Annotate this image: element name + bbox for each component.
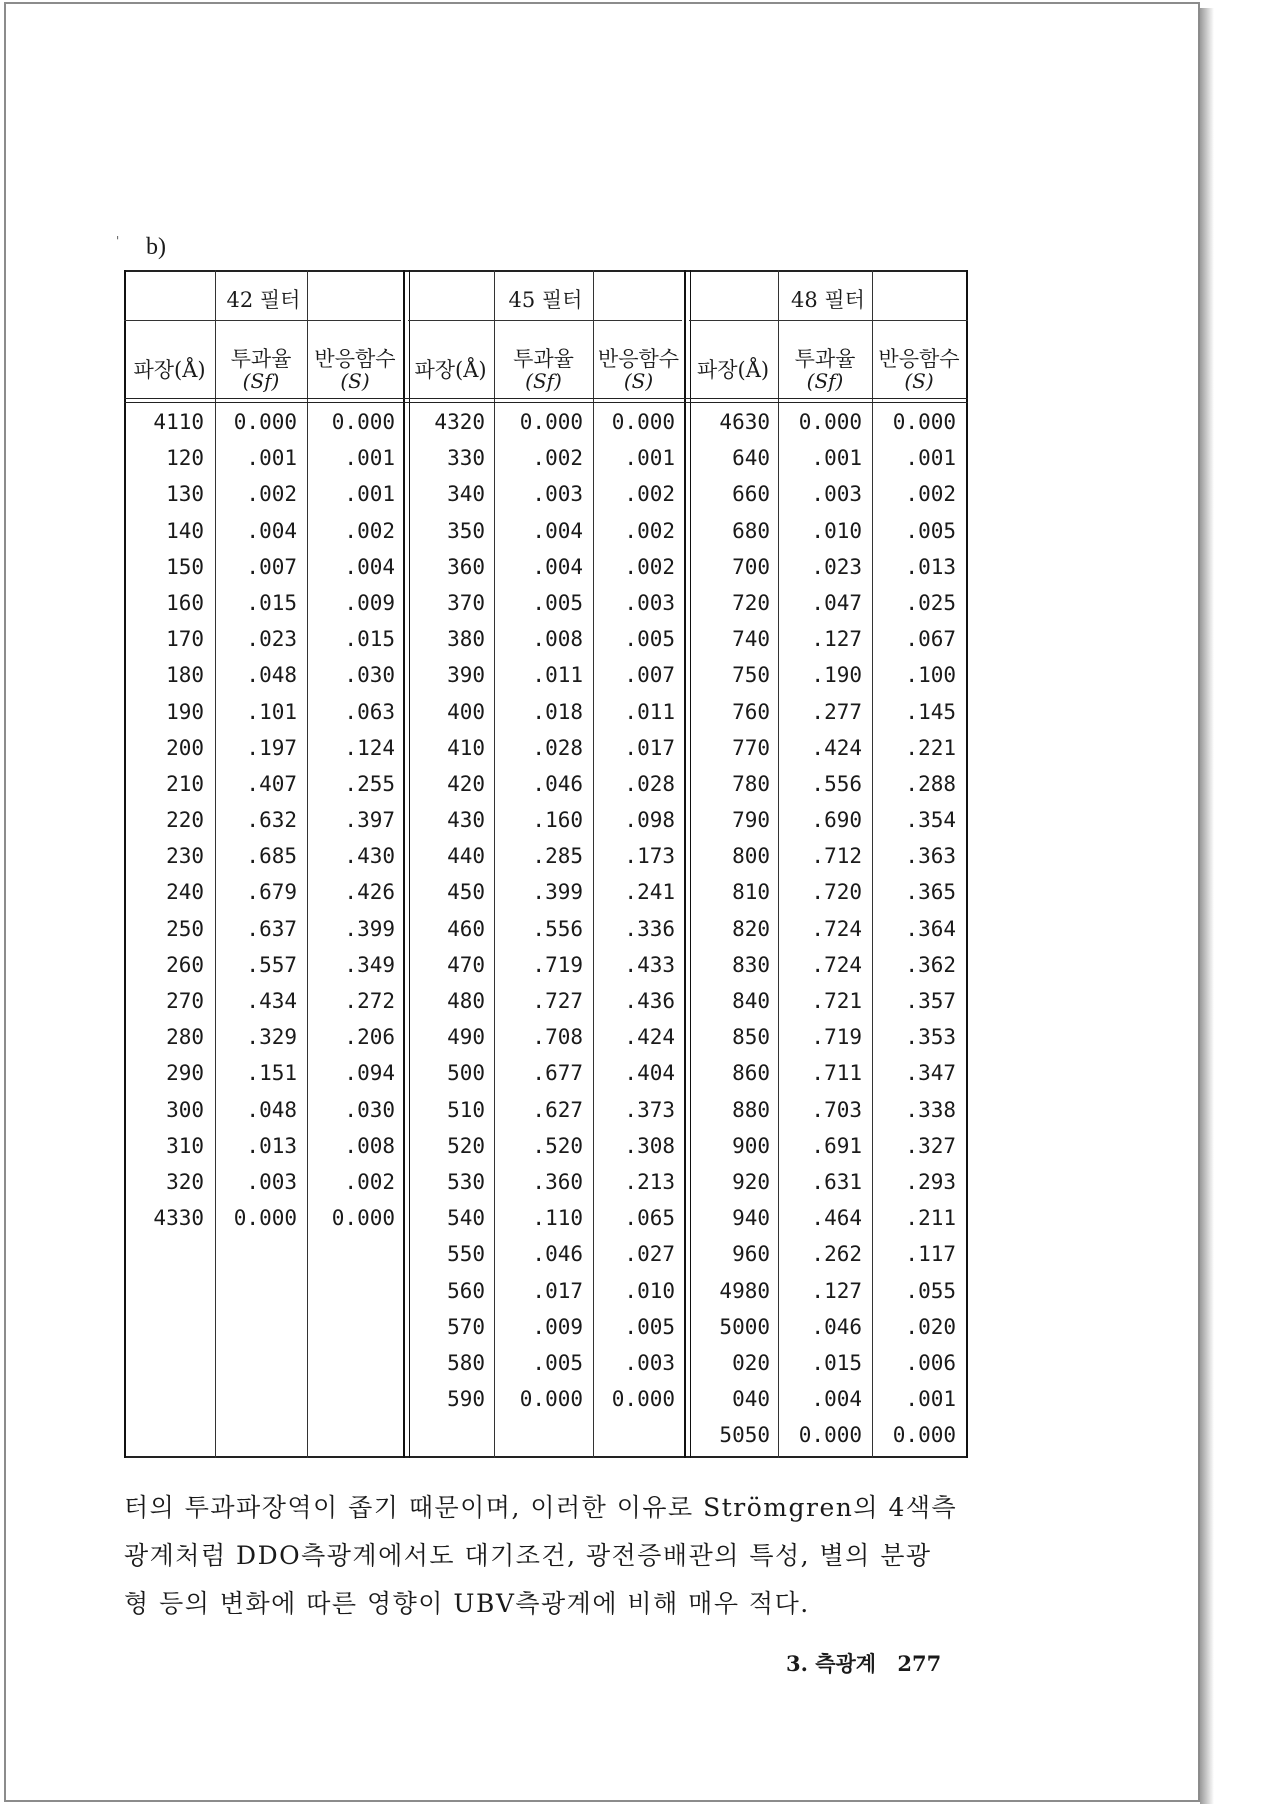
table-cell: .365 <box>905 880 956 905</box>
table-cell: .399 <box>532 880 583 905</box>
table-cell: .329 <box>246 1025 297 1050</box>
table-cell: 170 <box>166 627 204 652</box>
table-cell: .631 <box>811 1169 862 1194</box>
table-cell: .030 <box>344 663 395 688</box>
table-cell: .046 <box>532 1242 583 1267</box>
filter-table <box>124 270 968 1460</box>
table-cell: .004 <box>811 1387 862 1412</box>
table-cell: 820 <box>732 916 770 941</box>
table-cell: 900 <box>732 1133 770 1158</box>
table-cell: 040 <box>732 1387 770 1412</box>
table-cell: .015 <box>344 627 395 652</box>
table-cell: .008 <box>532 627 583 652</box>
body-line: 형 등의 변화에 따른 영향이 UBV측광계에 비해 매우 적다. <box>124 1589 810 1618</box>
table-cell: .028 <box>532 735 583 760</box>
table-cell: 140 <box>166 518 204 543</box>
header-wavelength: 파장(Å) <box>696 358 770 382</box>
table-cell: 860 <box>732 1061 770 1086</box>
table-cell: 830 <box>732 952 770 977</box>
table-cell: 0.000 <box>611 1387 675 1412</box>
table-cell: .719 <box>811 1025 862 1050</box>
table-cell: 810 <box>732 880 770 905</box>
header-response-label: 반응함수 <box>597 347 680 371</box>
table-cell: 560 <box>447 1278 485 1303</box>
table-cell: .373 <box>624 1097 675 1122</box>
table-cell: .055 <box>905 1278 956 1303</box>
table-cell: 660 <box>732 482 770 507</box>
table-cell: 450 <box>447 880 485 905</box>
table-cell: 550 <box>447 1242 485 1267</box>
table-cell: .327 <box>905 1133 956 1158</box>
table-cell: .048 <box>246 1097 297 1122</box>
table-caption: b) <box>146 234 166 260</box>
table-cell: .690 <box>811 808 862 833</box>
table-cell: .048 <box>246 663 297 688</box>
table-cell: 0.000 <box>233 1206 297 1231</box>
table-cell: .145 <box>905 699 956 724</box>
table-cell: .360 <box>532 1169 583 1194</box>
table-cell: .708 <box>532 1025 583 1050</box>
table-cell: 530 <box>447 1169 485 1194</box>
table-cell: 320 <box>166 1169 204 1194</box>
table-cell: .349 <box>344 952 395 977</box>
header-transmission <box>494 330 593 410</box>
table-cell: .004 <box>532 518 583 543</box>
table-cell: 330 <box>447 446 485 471</box>
table-cell: .067 <box>905 627 956 652</box>
table-cell: .272 <box>344 989 395 1013</box>
table-cell: 130 <box>166 482 204 507</box>
table-cell: 020 <box>732 1350 770 1375</box>
table-cell: .124 <box>344 735 395 760</box>
table-cell: 540 <box>447 1206 485 1231</box>
table-cell: .724 <box>811 952 862 977</box>
table-cell: 700 <box>732 554 770 579</box>
table-cell: 0.000 <box>892 1423 956 1448</box>
table-cell: .002 <box>624 554 675 579</box>
table-cell: .556 <box>811 771 862 796</box>
table-cell: .005 <box>624 1314 675 1339</box>
table-cell: .002 <box>624 482 675 507</box>
table-cell: 680 <box>732 518 770 543</box>
table-cell: 4980 <box>719 1278 770 1303</box>
table-cell: .007 <box>624 663 675 688</box>
table-cell: .727 <box>532 989 583 1013</box>
table-cell: .001 <box>344 446 395 471</box>
table-cell: .632 <box>246 808 297 833</box>
table-cell: .354 <box>905 808 956 833</box>
table-cell: .005 <box>624 627 675 652</box>
table-cell: .160 <box>532 808 583 833</box>
table-cell: 520 <box>447 1133 485 1158</box>
table-cell: .003 <box>811 482 862 507</box>
table-cell: 410 <box>447 735 485 760</box>
table-cell: .017 <box>624 735 675 760</box>
table-cell: .721 <box>811 989 862 1013</box>
table-cell: 850 <box>732 1025 770 1050</box>
table-cell: 590 <box>447 1387 485 1412</box>
col-48-response <box>872 404 956 1453</box>
table-cell: .347 <box>905 1061 956 1086</box>
tick-mark: ' <box>116 234 120 248</box>
table-cell: .720 <box>811 880 862 905</box>
table-cell: 220 <box>166 808 204 833</box>
table-cell: .004 <box>532 554 583 579</box>
table-cell: .018 <box>532 699 583 724</box>
table-cell: .005 <box>532 590 583 615</box>
table-cell: 500 <box>447 1061 485 1086</box>
table-cell: .005 <box>905 518 956 543</box>
table-cell: .364 <box>905 916 956 941</box>
table-cell: 120 <box>166 446 204 471</box>
table-cell: 570 <box>447 1314 485 1339</box>
table-cell: .028 <box>624 771 675 796</box>
table-cell: .004 <box>344 554 395 579</box>
header-transmission-symbol: (Sf) <box>806 369 844 393</box>
header-transmission <box>778 330 872 410</box>
table-cell: 0.000 <box>331 410 395 434</box>
col-45-transmission <box>494 404 583 1417</box>
table-cell: .277 <box>811 699 862 724</box>
table-cell: .023 <box>246 627 297 652</box>
group-title-42: 42 필터 <box>226 288 301 312</box>
table-cell: .353 <box>905 1025 956 1050</box>
table-cell: 350 <box>447 518 485 543</box>
table-cell: .151 <box>246 1061 297 1086</box>
table-cell: .002 <box>624 518 675 543</box>
table-cell: .002 <box>344 518 395 543</box>
table-cell: 4630 <box>719 410 770 434</box>
table-cell: 0.000 <box>611 410 675 434</box>
table-cell: .407 <box>246 771 297 796</box>
table-cell: .703 <box>811 1097 862 1122</box>
table-cell: 430 <box>447 808 485 833</box>
table-cell: 490 <box>447 1025 485 1050</box>
col-45-wavelength <box>407 404 485 1417</box>
col-42-transmission <box>215 404 297 1236</box>
col-48-wavelength <box>688 404 770 1453</box>
header-transmission-label: 투과율 <box>513 347 574 371</box>
header-response <box>593 330 684 410</box>
table-cell: 310 <box>166 1133 204 1158</box>
table-cell: .009 <box>532 1314 583 1339</box>
table-cell: .338 <box>905 1097 956 1122</box>
table-cell: 880 <box>732 1097 770 1122</box>
table-cell: 790 <box>732 808 770 833</box>
table-cell: 190 <box>166 699 204 724</box>
body-line: 터의 투과파장역이 좁기 때문이며, 이러한 이유로 Strömgren의 4색측 <box>124 1493 958 1522</box>
table-cell: .011 <box>532 663 583 688</box>
table-cell: .100 <box>905 663 956 688</box>
table-cell: .013 <box>246 1133 297 1158</box>
col-48-transmission <box>778 404 862 1453</box>
table-cell: .336 <box>624 916 675 941</box>
table-cell: 160 <box>166 590 204 615</box>
table-cell: 780 <box>732 771 770 796</box>
header-response <box>307 330 403 410</box>
header-transmission-symbol: (Sf) <box>525 369 562 393</box>
table-cell: 420 <box>447 771 485 796</box>
table-cell: 750 <box>732 663 770 688</box>
table-cell: 0.000 <box>233 410 297 434</box>
table-cell: 5000 <box>719 1314 770 1339</box>
table-cell: .557 <box>246 952 297 977</box>
table-cell: .362 <box>905 952 956 977</box>
table-cell: .002 <box>246 482 297 507</box>
table-cell: .101 <box>246 699 297 724</box>
table-cell: .025 <box>905 590 956 615</box>
table-cell: 5050 <box>719 1423 770 1448</box>
table-cell: .023 <box>811 554 862 579</box>
table-cell: 510 <box>447 1097 485 1122</box>
table-cell: .719 <box>532 952 583 977</box>
table-cell: 0.000 <box>519 410 583 434</box>
table-cell: .010 <box>624 1278 675 1303</box>
table-cell: 340 <box>447 482 485 507</box>
table-cell: .065 <box>624 1206 675 1231</box>
table-cell: .711 <box>811 1061 862 1086</box>
table-cell: 150 <box>166 554 204 579</box>
table-top-rule <box>124 270 968 272</box>
table-cell: 0.000 <box>798 1423 862 1448</box>
table-cell: 4320 <box>434 410 485 434</box>
table-cell: .285 <box>532 844 583 869</box>
header-response-label: 반응함수 <box>314 347 396 371</box>
table-cell: .063 <box>344 699 395 724</box>
header-response-label: 반응함수 <box>878 347 960 371</box>
table-cell: .006 <box>905 1350 956 1375</box>
table-cell: .433 <box>624 952 675 977</box>
page-number: 277 <box>897 1651 942 1676</box>
table-cell: 300 <box>166 1097 204 1122</box>
table-cell: .190 <box>811 663 862 688</box>
header-transmission-symbol: (Sf) <box>242 369 280 393</box>
header-response-symbol: (S) <box>904 369 934 393</box>
table-cell: .288 <box>905 771 956 796</box>
table-cell: .691 <box>811 1133 862 1158</box>
table-cell: 580 <box>447 1350 485 1375</box>
table-cell: 440 <box>447 844 485 869</box>
table-cell: 0.000 <box>798 410 862 434</box>
table-cell: .110 <box>532 1206 583 1231</box>
table-cell: .363 <box>905 844 956 869</box>
table-cell: .127 <box>811 1278 862 1303</box>
header-wavelength: 파장(Å) <box>414 358 487 382</box>
header-transmission <box>215 330 307 410</box>
table-cell: 240 <box>166 880 204 905</box>
header-response <box>872 330 966 410</box>
table-cell: 800 <box>732 844 770 869</box>
group-title-48: 48 필터 <box>791 288 865 312</box>
table-cell: .173 <box>624 844 675 869</box>
table-cell: 960 <box>732 1242 770 1267</box>
table-cell: .262 <box>811 1242 862 1267</box>
table-cell: .004 <box>246 518 297 543</box>
table-cell: 720 <box>732 590 770 615</box>
group-underline <box>124 320 401 321</box>
table-cell: 230 <box>166 844 204 869</box>
table-cell: 770 <box>732 735 770 760</box>
table-cell: 470 <box>447 952 485 977</box>
header-response-symbol: (S) <box>340 369 370 393</box>
table-cell: .436 <box>624 989 675 1013</box>
table-cell: 390 <box>447 663 485 688</box>
table-cell: .008 <box>344 1133 395 1158</box>
table-cell: .015 <box>811 1350 862 1375</box>
table-cell: 200 <box>166 735 204 760</box>
table-cell: .677 <box>532 1061 583 1086</box>
table-cell: 290 <box>166 1061 204 1086</box>
table-cell: .046 <box>811 1314 862 1339</box>
table-cell: .430 <box>344 844 395 869</box>
table-cell: .013 <box>905 554 956 579</box>
table-cell: .426 <box>344 880 395 905</box>
table-cell: 280 <box>166 1025 204 1050</box>
header-transmission-label: 투과율 <box>230 347 292 371</box>
table-cell: .001 <box>344 482 395 507</box>
table-cell: .424 <box>811 735 862 760</box>
table-cell: .637 <box>246 916 297 941</box>
table-bottom-rule <box>124 1456 968 1458</box>
table-cell: .293 <box>905 1169 956 1194</box>
table-cell: .003 <box>532 482 583 507</box>
table-cell: .357 <box>905 989 956 1013</box>
table-cell: .001 <box>624 446 675 471</box>
table-cell: .003 <box>624 590 675 615</box>
table-cell: .015 <box>246 590 297 615</box>
table-cell: .002 <box>344 1169 395 1194</box>
table-cell: .679 <box>246 880 297 905</box>
page-footer <box>786 1648 955 1678</box>
table-cell: .213 <box>624 1169 675 1194</box>
table-cell: .005 <box>532 1350 583 1375</box>
table-cell: 270 <box>166 989 204 1013</box>
table-cell: .127 <box>811 627 862 652</box>
table-cell: .098 <box>624 808 675 833</box>
table-cell: 250 <box>166 916 204 941</box>
table-cell: .404 <box>624 1061 675 1086</box>
table-cell: 460 <box>447 916 485 941</box>
table-cell: .399 <box>344 916 395 941</box>
table-cell: .009 <box>344 590 395 615</box>
table-cell: .002 <box>905 482 956 507</box>
table-cell: 4110 <box>153 410 204 434</box>
body-line: 광계처럼 DDO측광계에서도 대기조건, 광전증배관의 특성, 별의 분광 <box>124 1541 932 1570</box>
table-cell: .397 <box>344 808 395 833</box>
col-42-response <box>307 404 395 1236</box>
table-cell: 940 <box>732 1206 770 1231</box>
table-cell: .094 <box>344 1061 395 1086</box>
group-title-45: 45 필터 <box>508 288 583 312</box>
table-cell: .007 <box>246 554 297 579</box>
table-cell: 0.000 <box>519 1387 583 1412</box>
table-cell: .117 <box>905 1242 956 1267</box>
table-cell: 180 <box>166 663 204 688</box>
table-cell: .001 <box>246 446 297 471</box>
table-cell: 0.000 <box>331 1206 395 1231</box>
table-cell: .424 <box>624 1025 675 1050</box>
table-cell: .520 <box>532 1133 583 1158</box>
table-cell: .464 <box>811 1206 862 1231</box>
table-cell: 370 <box>447 590 485 615</box>
table-cell: .047 <box>811 590 862 615</box>
table-cell: .010 <box>811 518 862 543</box>
table-cell: .003 <box>624 1350 675 1375</box>
table-cell: .001 <box>905 446 956 471</box>
table-cell: 480 <box>447 989 485 1013</box>
table-cell: .627 <box>532 1097 583 1122</box>
header-wavelength: 파장(Å) <box>133 358 206 382</box>
table-cell: 640 <box>732 446 770 471</box>
col-42-wavelength <box>124 404 204 1236</box>
table-cell: .556 <box>532 916 583 941</box>
page-edge-shadow <box>1200 8 1214 1804</box>
table-cell: .017 <box>532 1278 583 1303</box>
table-cell: .030 <box>344 1097 395 1122</box>
table-cell: .712 <box>811 844 862 869</box>
table-cell: .221 <box>905 735 956 760</box>
table-cell: .434 <box>246 989 297 1013</box>
table-cell: 210 <box>166 771 204 796</box>
table-cell: .020 <box>905 1314 956 1339</box>
table-cell: .197 <box>246 735 297 760</box>
section-title: 3. 측광계 <box>786 1651 877 1676</box>
table-cell: .241 <box>624 880 675 905</box>
table-cell: 260 <box>166 952 204 977</box>
table-cell: 840 <box>732 989 770 1013</box>
table-cell: 360 <box>447 554 485 579</box>
table-cell: .255 <box>344 771 395 796</box>
table-cell: .206 <box>344 1025 395 1050</box>
table-cell: .001 <box>811 446 862 471</box>
table-cell: .211 <box>905 1206 956 1231</box>
table-cell: .046 <box>532 771 583 796</box>
header-transmission-label: 투과율 <box>794 347 856 371</box>
table-cell: .011 <box>624 699 675 724</box>
group-underline <box>408 320 682 321</box>
table-cell: .724 <box>811 916 862 941</box>
group-underline <box>689 320 968 321</box>
col-45-response <box>593 404 675 1417</box>
table-cell: 0.000 <box>892 410 956 434</box>
table-cell: .027 <box>624 1242 675 1267</box>
table-cell: 760 <box>732 699 770 724</box>
header-response-symbol: (S) <box>623 369 654 393</box>
table-cell: 920 <box>732 1169 770 1194</box>
table-cell: 400 <box>447 699 485 724</box>
table-right-rule <box>966 270 968 1458</box>
table-cell: 740 <box>732 627 770 652</box>
table-cell: .001 <box>905 1387 956 1412</box>
table-cell: 4330 <box>153 1206 204 1231</box>
table-cell: .685 <box>246 844 297 869</box>
body-paragraph <box>124 1484 972 1628</box>
table-cell: .002 <box>532 446 583 471</box>
table-cell: .308 <box>624 1133 675 1158</box>
table-cell: 380 <box>447 627 485 652</box>
table-cell: .003 <box>246 1169 297 1194</box>
